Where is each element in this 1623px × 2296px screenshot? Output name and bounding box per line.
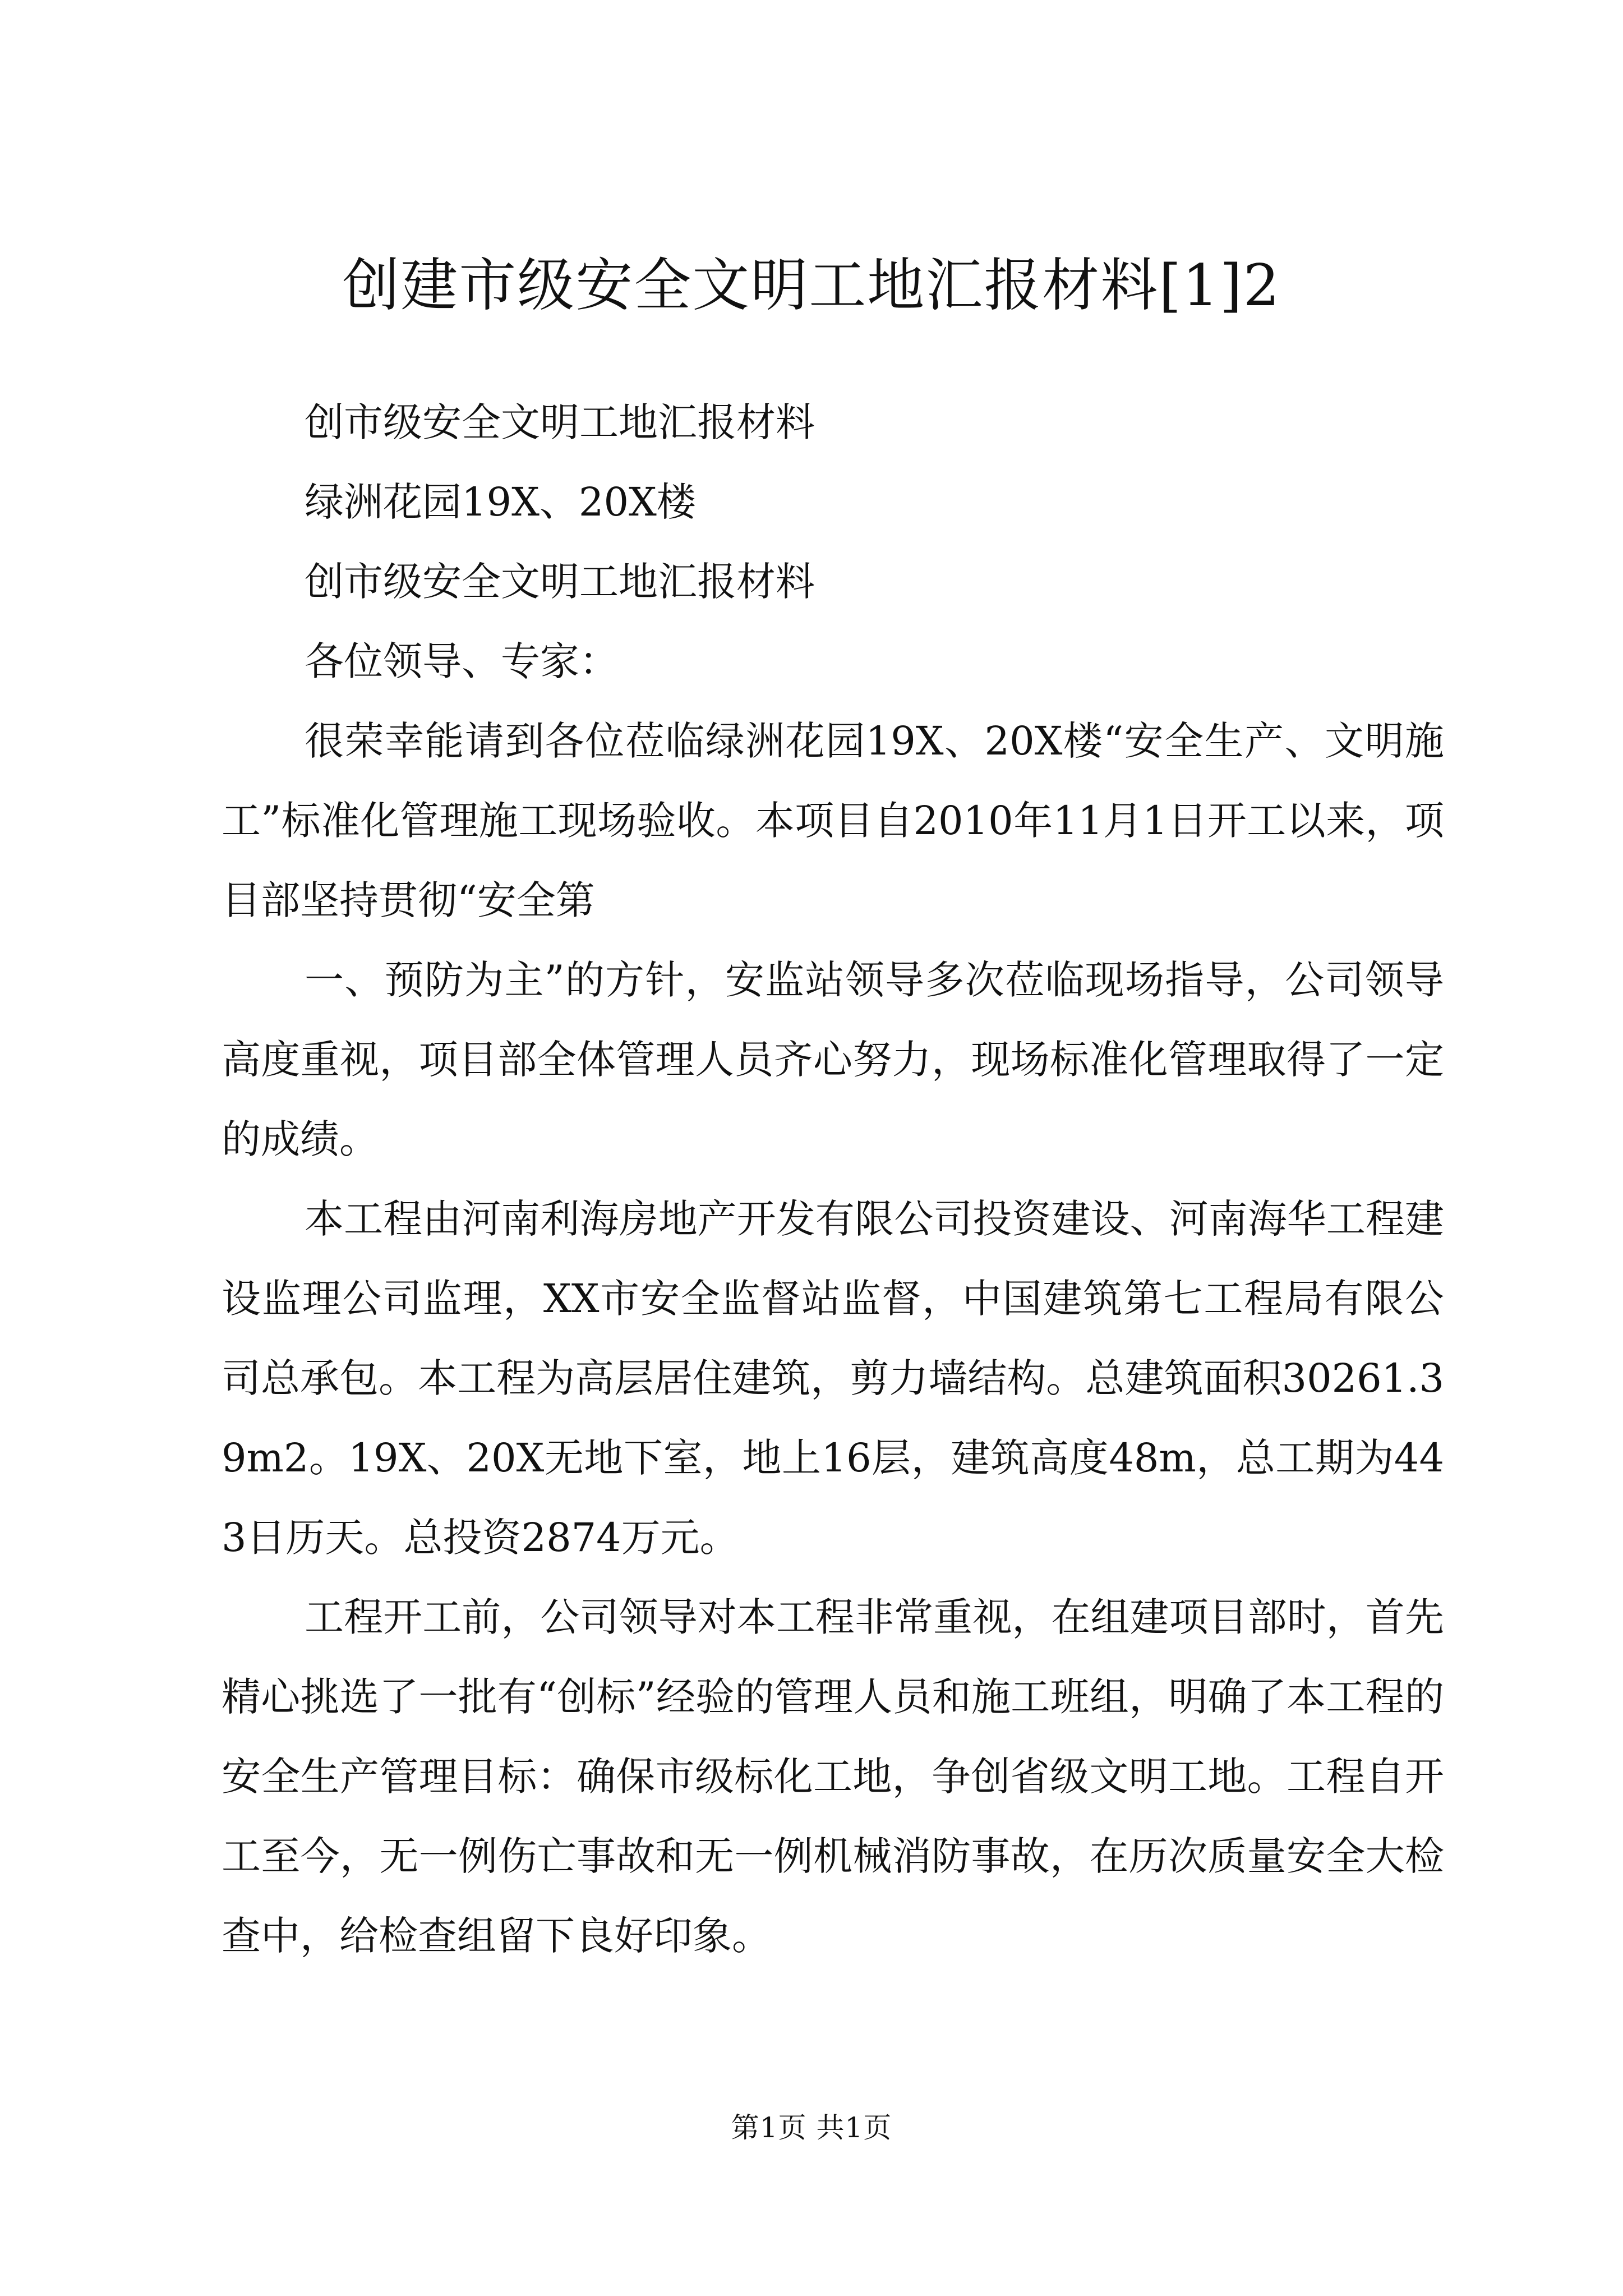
paragraph-intro: 很荣幸能请到各位莅临绿洲花园19X、20X楼“安全生产、文明施工”标准化管理施工现场验收。本项目自2010年11月1日开工以来，项目部坚持贯彻“安全第 bbox=[222, 718, 1444, 923]
paragraph-policy: 一、预防为主”的方针，安监站领导多次莅临现场指导，公司领导高度重视，项目部全体管理人员齐心努力，现场标准化管理取得了一定的成绩。 bbox=[222, 957, 1444, 1162]
document-body bbox=[222, 383, 1444, 1976]
page-footer: 第1页 共1页 bbox=[731, 2111, 892, 2144]
document-title: 创建市级安全文明工地汇报材料[1]2 bbox=[342, 252, 1281, 319]
paragraph-project-overview: 本工程由河南利海房地产开发有限公司投资建设、河南海华工程建设监理公司监理，XX市安全监督站监督，中国建筑第七工程局有限公司总承包。本工程为高层居住建筑，剪力墙结构。总建筑面积30261.39m2。19X、20X无地下室，地上16层，建筑高度48m，总工期为443日历天。总投资2874万元。 bbox=[222, 1196, 1444, 1561]
paragraph-salutation: 各位领导、专家： bbox=[305, 638, 619, 684]
paragraph-project-name: 绿洲花园19X、20X楼 bbox=[305, 479, 696, 525]
paragraph-management-goals: 工程开工前，公司领导对本工程非常重视，在组建项目部时，首先精心挑选了一批有“创标”经验的管理人员和施工班组，明确了本工程的安全生产管理目标：确保市级标化工地，争创省级文明工地。工程自开工至今，无一例伤亡事故和无一例机械消防事故，在历次质量安全大检查中，给检查组留下良好印象。 bbox=[222, 1594, 1444, 1959]
paragraph-subtitle-2: 创市级安全文明工地汇报材料 bbox=[305, 559, 815, 605]
paragraph-subtitle-1: 创市级安全文明工地汇报材料 bbox=[305, 399, 815, 445]
